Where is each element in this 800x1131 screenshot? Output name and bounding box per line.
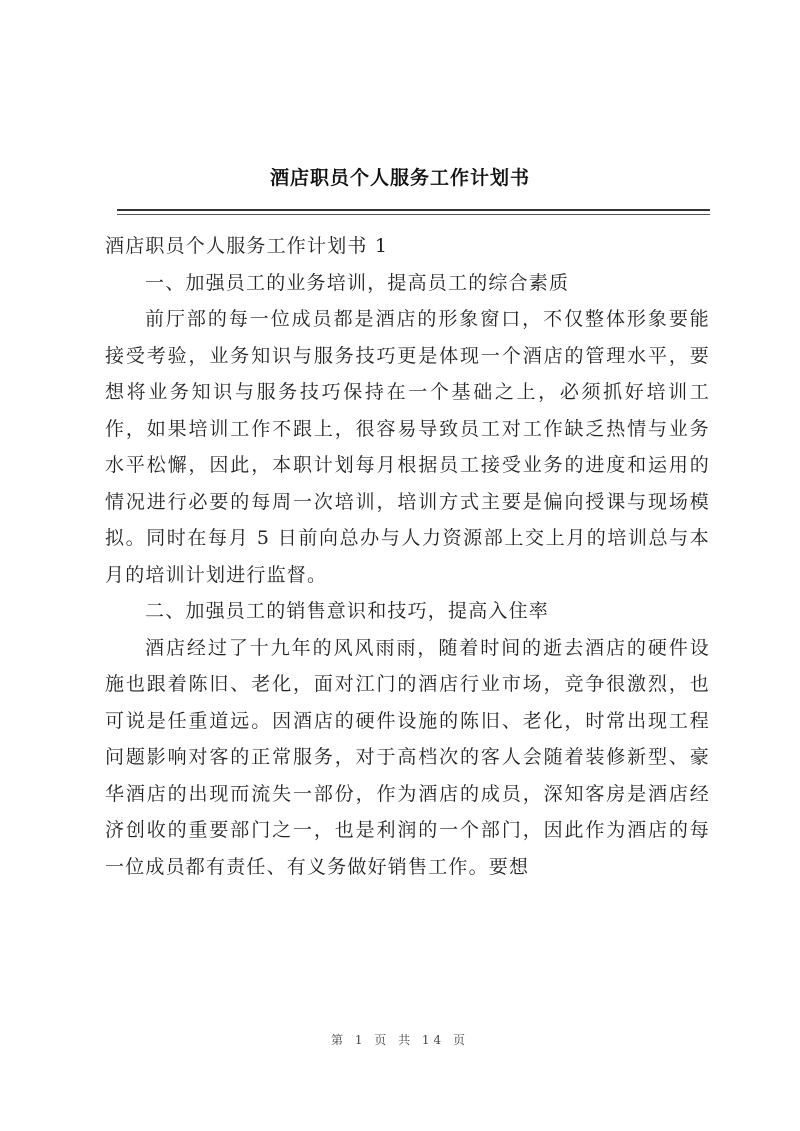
body-paragraph: 酒店经过了十九年的风风雨雨，随着时间的逝去酒店的硬件设施也跟着陈旧、老化，面对江门的酒店行业市场，竞争很激烈，也可说是任重道远。因酒店的硬件设施的陈旧、老化，时常出现工程问题影响对客的正常服务，对于高档次的客人会随着装修新型、豪华酒店的出现而流失一部份，作为酒店的成员，深知客房是酒店经济创收的重要部门之一，也是利润的一个部门，因此作为酒店的每一位成员都有责任、有义务做好销售工作。要想	[105, 636, 710, 878]
page-number-footer: 第 1 页 共 14 页	[331, 1033, 469, 1047]
title-divider	[117, 209, 710, 211]
subsection-heading: 二、加强员工的销售意识和技巧，提高入住率	[145, 600, 550, 622]
section-heading: 酒店职员个人服务工作计划书 1	[105, 235, 389, 257]
body-paragraph: 前厅部的每一位成员都是酒店的形象窗口，不仅整体形象要能接受考验，业务知识与服务技巧更是体现一个酒店的管理水平，要想将业务知识与服务技巧保持在一个基础之上，必须抓好培训工作，如果培训工作不跟上，很容易导致员工对工作缺乏热情与业务水平松懈，因此，本职计划每月根据员工接受业务的进度和运用的情况进行必要的每周一次培训，培训方式主要是偏向授课与现场模拟。同时在每月 5 日前向总办与人力资源部上交上月的培训总与本月的培训计划进行监督。	[105, 308, 710, 586]
document-body	[105, 228, 710, 885]
title-divider-thin	[117, 214, 710, 215]
subsection-heading: 一、加强员工的业务培训，提高员工的综合素质	[145, 271, 570, 294]
document-title: 酒店职员个人服务工作计划书	[269, 167, 530, 189]
